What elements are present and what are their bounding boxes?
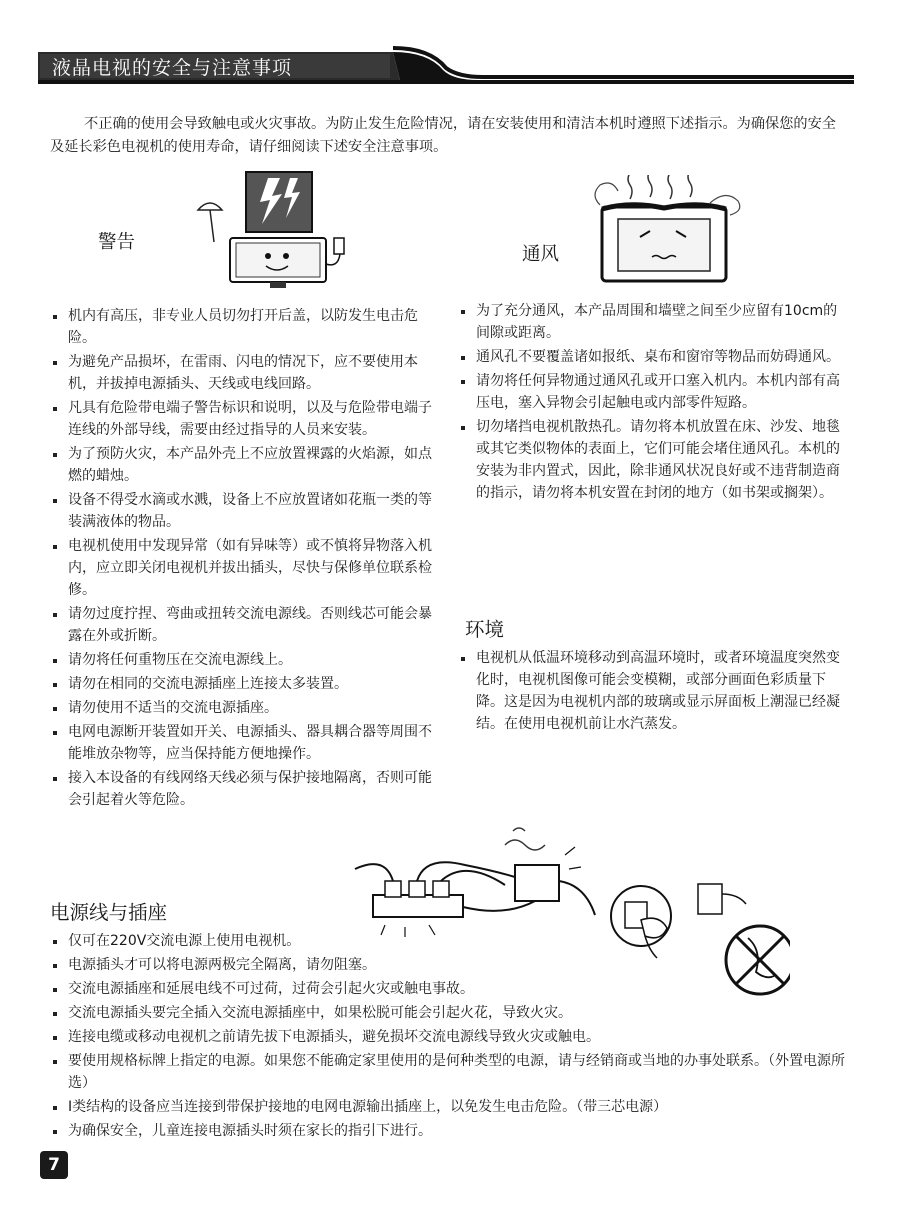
list-item: 仅可在220V交流电源上使用电视机。 <box>50 930 850 952</box>
list-item: 为了充分通风，本产品周围和墙壁之间至少应留有10cm的间隙或距离。 <box>458 300 850 344</box>
list-item: 请勿使用不适当的交流电源插座。 <box>50 697 445 719</box>
overloaded-outlet-illustration <box>345 825 605 945</box>
list-item: 电网电源断开装置如开关、电源插头、器具耦合器等周围不能堆放杂物等，应当保持能方便地操作。 <box>50 721 445 765</box>
intro-paragraph: 不正确的使用会导致触电或火灾事故。为防止发生危险情况，请在安装使用和清洁本机时遵照下述指示。为确保您的安全及延长彩色电视机的使用寿命，请仔细阅读下述安全注意事项。 <box>50 116 836 155</box>
power-heading: 电源线与插座 <box>50 901 168 924</box>
list-item: 机内有高压，非专业人员切勿打开后盖，以防发生电击危险。 <box>50 305 445 349</box>
ventilation-list <box>458 300 850 506</box>
list-item: 请勿过度拧捏、弯曲或扭转交流电源线。否则线芯可能会暴露在外或折断。 <box>50 603 445 647</box>
list-item: 为了预防火灾，本产品外壳上不应放置裸露的火焰源，如点燃的蜡烛。 <box>50 443 445 487</box>
tv-lightning-illustration <box>190 168 350 293</box>
list-item: 凡具有危险带电端子警告标识和说明，以及与危险带电端子连线的外部导线，需要由经过指导的人员来安装。 <box>50 397 445 441</box>
environment-list <box>458 647 850 737</box>
list-item: 交流电源插头要完全插入交流电源插座中，如果松脱可能会引起火花，导致火灾。 <box>50 1002 850 1024</box>
list-item: 交流电源插座和延展电线不可过荷，过荷会引起火灾或触电事故。 <box>50 978 850 1000</box>
environment-heading: 环境 <box>465 618 505 641</box>
warning-label: 警告 <box>98 232 136 253</box>
list-item: 为确保安全，儿童连接电源插头时须在家长的指引下进行。 <box>50 1120 850 1142</box>
list-item: 设备不得受水滴或水溅，设备上不应放置诸如花瓶一类的等装满液体的物品。 <box>50 489 445 533</box>
list-item: 要使用规格标牌上指定的电源。如果您不能确定家里使用的是何种类型的电源，请与经销商或当地的办事处联系。（外置电源所选） <box>50 1050 850 1094</box>
list-item: 请勿将任何重物压在交流电源线上。 <box>50 649 445 671</box>
list-item: 电源插头才可以将电源两极完全隔离，请勿阻塞。 <box>50 954 850 976</box>
page-number: 7 <box>40 1151 68 1179</box>
tv-overheating-illustration <box>580 175 750 285</box>
page-title: 液晶电视的安全与注意事项 <box>52 57 293 79</box>
list-item: 请勿在相同的交流电源插座上连接太多装置。 <box>50 673 445 695</box>
list-item: 通风孔不要覆盖诸如报纸、桌布和窗帘等物品而妨碍通风。 <box>458 346 850 368</box>
list-item: 切勿堵挡电视机散热孔。请勿将本机放置在床、沙发、地毯或其它类似物体的表面上，它们可能会堵住通风孔。本机的安装为非内置式，因此，除非通风状况良好或不违背制造商的指示，请勿将本机安置在封闭的地方（如书架或搁架）。 <box>458 416 850 504</box>
list-item: 为避免产品损坏，在雷雨、闪电的情况下，应不要使用本机，并拔掉电源插头、天线或电线回路。 <box>50 351 445 395</box>
list-item: 接入本设备的有线网络天线必须与保护接地隔离，否则可能会引起着火等危险。 <box>50 767 445 811</box>
power-list <box>50 930 850 1144</box>
list-item: 电视机使用中发现异常（如有异味等）或不慎将异物落入机内，应立即关闭电视机并拔出插头，尽快与保修单位联系检修。 <box>50 535 445 601</box>
warning-list <box>50 305 445 813</box>
list-item: 连接电缆或移动电视机之前请先拔下电源插头，避免损坏交流电源线导致火灾或触电。 <box>50 1026 850 1048</box>
list-item: 电视机从低温环境移动到高温环境时，或者环境温度突然变化时，电视机图像可能会变模糊，或部分画面色彩质量下降。这是因为电视机内部的玻璃或显示屏面板上潮湿已经凝结。在使用电视机前让水汽蒸发。 <box>458 647 850 735</box>
list-item: 请勿将任何异物通过通风孔或开口塞入机内。本机内部有高压电，塞入异物会引起触电或内部零件短路。 <box>458 370 850 414</box>
ventilation-label: 通风 <box>522 244 560 265</box>
section-header <box>38 44 854 84</box>
list-item: Ⅰ类结构的设备应当连接到带保护接地的电网电源输出插座上，以免发生电击危险。（带三芯电源） <box>50 1096 850 1118</box>
